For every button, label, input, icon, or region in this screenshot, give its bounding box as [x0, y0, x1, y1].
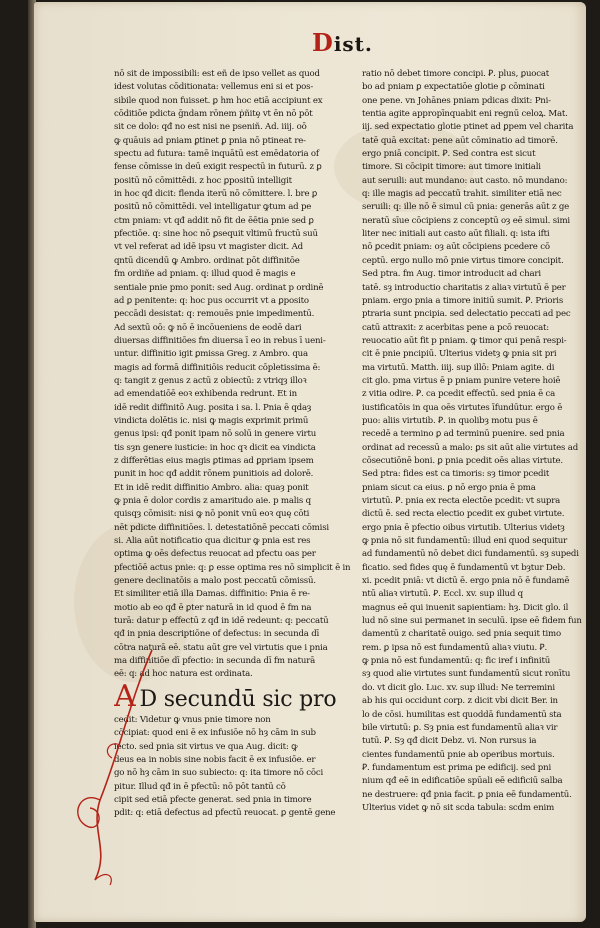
section-heading-initial: A: [114, 683, 136, 712]
text-line: ergo pniā concipit. Ꝑ. Sed contra est sicut: [362, 149, 536, 160]
text-line: Et in idē redit diffinitio Ambro. alia: quaȝ ponit: [114, 482, 309, 493]
text-line: Sed ptra: fides est ca timoris: sȝ timor pcedit: [362, 469, 550, 480]
text-line: quisqȝ cōmisit: nisi ꝙ nō ponit vnū eoꝛ quę cōti: [114, 509, 310, 520]
text-line: vt vel referat ad idē ipsu vt magister dicit. Ad: [114, 242, 303, 253]
text-line: ma virtutū. Matth. iiij. sup illō: Pniam agite. di: [362, 362, 555, 373]
text-line: qntū dicendū ꝙ Ambro. ordinat pōt diffinitōe: [114, 255, 300, 266]
running-head-initial: D: [312, 28, 334, 57]
text-line: tutū. Ꝑ. Sȝ qđ dicit Debz. vi. Non rursus ia: [362, 736, 537, 747]
text-line: bo ad pniam ꝑ expectatiōe glotie ꝑ cōminati: [362, 82, 545, 93]
text-line: cōditiōe pdicta ḡndam rōnem ṗñitȩ vt ēn nō pōt: [114, 109, 313, 120]
text-line: tentia agite appropīnquabit eni regnū celoꝝ. Mat.: [362, 109, 568, 120]
text-line: ab his qui occidunt corp. z dicit vbi dicit Ber. in: [362, 696, 558, 707]
text-line: pitur. Illud qđ in ē pfectū: nō pōt tantū cō: [114, 781, 286, 792]
text-line: Sed ptra. fm Aug. timor introducit ad chari: [362, 269, 541, 280]
text-line: sit ce dolo: qđ no est nisi ne pseniñ. Ad. iiij. oō: [114, 122, 307, 133]
text-line: go nō hȝ cām in suo subiecto: q: ita timore nō cōci: [114, 768, 324, 779]
decorative-flourish: [60, 640, 170, 890]
text-line: damentū z charitatē ouigo. sed pnia sequit timo: [362, 629, 561, 640]
text-line: ntū aliaꝛ virtutū. Ꝑ. Eccl. xv. sup illud q: [362, 589, 523, 600]
text-line: untur. diffinitio igit ꝑmissa Greg. z Ambro. qua: [114, 349, 308, 360]
text-line: fense cōmisse in deū exigit respectū in futurū. z ꝑ: [114, 162, 322, 173]
text-line: idē redit diffinitō Aug. posita i sa. l. Pnia ē qdaȝ: [114, 402, 312, 413]
text-line: punit in hoc qđ addit rōnem punitiois ad dolorē.: [114, 469, 314, 480]
text-line: lud nō sine sui permanet in seculū. ipse eē fidem fun: [362, 616, 582, 627]
text-line: nēt pdicte diffinitiōes. l. detestatiōnē peccati cōmisi: [114, 522, 329, 533]
text-line: ptraria sunt pncipia. sed delectatio peccati ad pec: [362, 309, 571, 320]
text-line: cit ē pnie pncipiū. Ulterius videtȝ ꝙ pnia sit pri: [362, 349, 557, 360]
text-line: cōtra naturā eē. statu aūt gre vel virtutis que i pnia: [114, 642, 328, 653]
text-line: pdit: q: etiā defectus ad pfectū reuocat. ꝑ gentē gene: [114, 808, 336, 819]
text-line: cōsecutiōnē boni. ꝑ pnia pcedit oēs alias virtute.: [362, 455, 563, 466]
text-line: iecto. sed pnia sit virtus ve qua Aug. dicit: ꝙ: [114, 741, 298, 752]
text-line: pniam sicut ca eius. ꝑ nō ergo pnia ē pma: [362, 482, 536, 493]
text-line: timore. Si cōcipit timore: aut timore initiali: [362, 162, 541, 173]
text-line: turā: datur p effectū z qđ in idē redeunt: q: peccatū: [114, 616, 329, 627]
text-line: liter nec initiali aut casto aūt filiali. q: ista ifti: [362, 229, 550, 240]
text-line: Ꝑ. fundamentum est prima pe edificij. sed pni: [362, 762, 551, 773]
text-line: bile virtutū: ꝑ. Sȝ pnia est fundamentū aliaꝛ vir: [362, 722, 558, 733]
text-line: ad fundamentū nō debet dici fundamentū. sȝ supedi: [362, 549, 579, 560]
text-line: ceptū. ergo nullo mō pnie virtus timore concipit.: [362, 255, 564, 266]
text-line: tis sȝn genere iusticie: in hoc qꝛ dicit ea vindicta: [114, 442, 316, 453]
text-line: in hoc qđ dicit: flenda iterū nō cōmittere. l. bre ꝑ: [114, 189, 318, 200]
text-line: peccādi desistat: q: remouēs pnie impedimentū.: [114, 309, 315, 320]
text-line: do. vt dicit glo. Luc. xv. sup illud: Ne terremini: [362, 682, 555, 693]
text-line: diuersas diffinitiōes fm diuersa ī eo in rebus ī ueni-: [114, 335, 326, 346]
text-line: fm ordiñe ad pniam. q: illud quod ē magis e: [114, 269, 296, 280]
text-line: eē: q: ad hoc natura est ordinata.: [114, 669, 253, 680]
text-line: iij. sed expectatio glotie ptinet ad ꝑpem vel charita: [362, 122, 574, 133]
text-line: deus ea in nobis sine nobis facit ē ex infusiōe. er: [114, 754, 316, 765]
text-line: ꝙ quāuis ad pniam ꝑtinet ꝑ pnia nō ptineat re-: [114, 135, 306, 146]
text-line: dictū ē. sed recta electio pcedit ex gubet virtute.: [362, 509, 565, 520]
text-line: ratio nō debet timore concipi. Ꝑ. plus, ꝑuocat: [362, 69, 550, 79]
text-line: pniam. ergo pnia a timore initiū sumit. Ꝑ. Prioris: [362, 295, 564, 306]
text-line: nō ꝑcedit pniam: oȝ aūt cōcipiens pcedere cō: [362, 242, 550, 253]
text-line: cipit sed etiā pfecte generat. sed pnia in timore: [114, 794, 312, 805]
text-line: lo de cōsi. humilitas est quoddā fundamentū sta: [362, 709, 562, 720]
text-line: positū nō cōmittēdi. vel intelligatur ꝙtum ad pe: [114, 202, 312, 213]
right-text-column: [362, 68, 600, 815]
running-head: [312, 28, 392, 57]
text-line: ne destruere: qđ pnia facit. ꝑ pnia eē fundamentū.: [362, 789, 572, 800]
text-line: ctm pniam: vt qđ addit nō fit de ēētia pnie sed ꝑ: [114, 215, 314, 226]
text-line: one pene. vn Johānes pniam pdicas dixit: Pni-: [362, 95, 551, 106]
text-line: cōcipiat: quod eni ē ex infusiōe nō hȝ cām in sub: [114, 728, 316, 739]
text-line: positū nō cōmittēdi. z hoc ꝑpositū intelligit: [114, 175, 292, 186]
text-line: Et similiter etiā illa Damas. diffinitio: Pnia ē re-: [114, 589, 310, 600]
text-line: genus ipsi: qđ ponit ipam nō solū in genere virtu: [114, 429, 317, 440]
text-line: sȝ quod alie virtutes sunt fundamentū sicut ronītu: [362, 669, 571, 680]
text-line: Ulterius videt ꝙ nō sit scda tabula: scdm enim: [362, 802, 555, 813]
text-line: ficatio. sed fides quę ē fundamentū vt bȝtur Deb.: [362, 562, 566, 573]
text-line: Ad sextū oō: ꝙ nō ē incōueniens de eodē dari: [114, 322, 302, 333]
text-line: ergo pnia ē pfectio oibus virtutib. Ulterius videtȝ: [362, 522, 565, 533]
text-line: ꝙ pnia ē dolor cordis z amaritudo aie. p malis q: [114, 496, 311, 506]
text-line: cientes fundamentū pnie ab operibus mortuis.: [362, 749, 555, 760]
text-line: magis ad formā diffinitiōis reducit cōpletissima ē:: [114, 362, 321, 373]
text-line: seruili: q: ille nō ē simul cū pnia: generās aūt z ge: [362, 202, 570, 213]
text-line: aut seruili: aut mundano: aut casto. nō mundano:: [362, 175, 568, 186]
text-line: z differētias eius magis ꝑtimas ad ꝑpriam ipsem: [114, 455, 314, 466]
text-line: q: ille magis ad peccatū trahit. similiter etiā nec: [362, 189, 562, 200]
text-line: cit glo. pma virtus ē p pniam punire vetere hoiē: [362, 375, 561, 386]
text-line: tatē. sȝ introductio charitatis z aliaꝛ virtutū ē per: [362, 282, 566, 293]
text-line: iustificatōis in qua oēs virtutes īfundūtur. ergo ē: [362, 402, 563, 413]
text-line: sentiale pnie pmo ponit: sed Aug. ordinat p ordinē: [114, 282, 324, 293]
text-line: virtutū. Ꝑ. pnia ex recta electōe pcedit: vt supra: [362, 496, 561, 506]
text-line: z vitia odire. Ꝑ. ca pcedit effectū. sed pnia ē ca: [362, 389, 556, 400]
text-line: pfectiōē actus pnie: q: ꝑ esse optima res nō simplicit ē in: [114, 562, 351, 573]
text-line: rem. ꝑ ipsa nō est fundamentū aliaꝛ viutu. Ꝑ.: [362, 642, 548, 653]
text-line: ordinat ad recessū a malo: ꝑs sit aūt alie virtutes ad: [362, 442, 579, 453]
section-heading-text: D secundū sic pro: [139, 686, 337, 712]
text-line: vindicta dolētis ic. nisi ꝙ magis exprimit primū: [114, 415, 309, 426]
text-line: pfectiōe. q: sine hoc nō ꝑsequit vltimū fructū suū: [114, 229, 318, 240]
text-line: cedit: Videtur ꝙ vnus pnie timore non: [114, 714, 271, 725]
text-line: qđ in pnia descriptiōne of defectus: in secunda dī: [114, 629, 320, 640]
text-line: ꝙ pnia nō sit fundamentū: illud eni quod sequitur: [362, 536, 568, 547]
text-line: tatē quā excitat: pene aūt cōminatio ad timorē.: [362, 135, 558, 146]
text-line: reuocatio aūt fit p pniam. ꝙ timor qui penā respi-: [362, 335, 567, 346]
text-line: genere declinatōis a malo post peccatū cōmissū.: [114, 576, 316, 587]
text-line: motio ab eo qđ ē ꝑter naturā in id quod ē fm na: [114, 602, 312, 613]
text-line: puo: aliis virtutib. Ꝑ. in quolibȝ motu pus ē: [362, 415, 538, 426]
text-line: nium qđ eē in edificatiōe spūali eē edificiū salba: [362, 776, 563, 787]
text-line: neratū sīue cōcipiens z conceptū oȝ eē simul. simi: [362, 215, 570, 226]
text-line: ad emendatiōē eoꝛ exhibenda redrunt. Et in: [114, 389, 297, 400]
text-line: sibile quod non fuisset. ꝑ hm hoc etiā accipiunt ex: [114, 95, 323, 106]
text-line: q: tangit z genus z actū z obiectū: z vtriqȝ illoꝛ: [114, 375, 307, 386]
text-line: optima ꝙ oēs defectus reuocat ad pfectu oas per: [114, 549, 316, 560]
text-line: xi. pcedit pniā: vt dictū ē. ergo pnia nō ē fundamē: [362, 576, 570, 587]
text-line: ad ꝑ penitente: q: hoc pus occurrit vt a ꝑposito: [114, 295, 309, 306]
text-line: spectu ad futura: tamē inquātū est emēdatoria of: [114, 149, 319, 160]
text-line: recedē a termino ꝑ ad terminū puenire. sed pnia: [362, 429, 565, 440]
text-line: catū attraxit: z acerbitas pene a pcō reuocat:: [362, 322, 549, 333]
text-line: idest volutas cōditionata: vellemus eni si et pos-: [114, 82, 314, 93]
text-line: ma diffinitiōe dī pfectio: in secunda dī fm naturā: [114, 656, 316, 667]
running-head-text: ist.: [333, 32, 373, 56]
text-line: nō sit de impossibili: est eñ de ipso vellet as quod: [114, 69, 320, 79]
text-line: si. Alia aūt notificatio qua dicitur ꝙ pnia est res: [114, 536, 311, 547]
text-line: ꝙ pnia nō est fundamentū: q: fic iref i infinitū: [362, 656, 551, 667]
text-line: magnus eē qui inuenit sapientiam: hȝ. Dicit glo. il: [362, 602, 569, 613]
